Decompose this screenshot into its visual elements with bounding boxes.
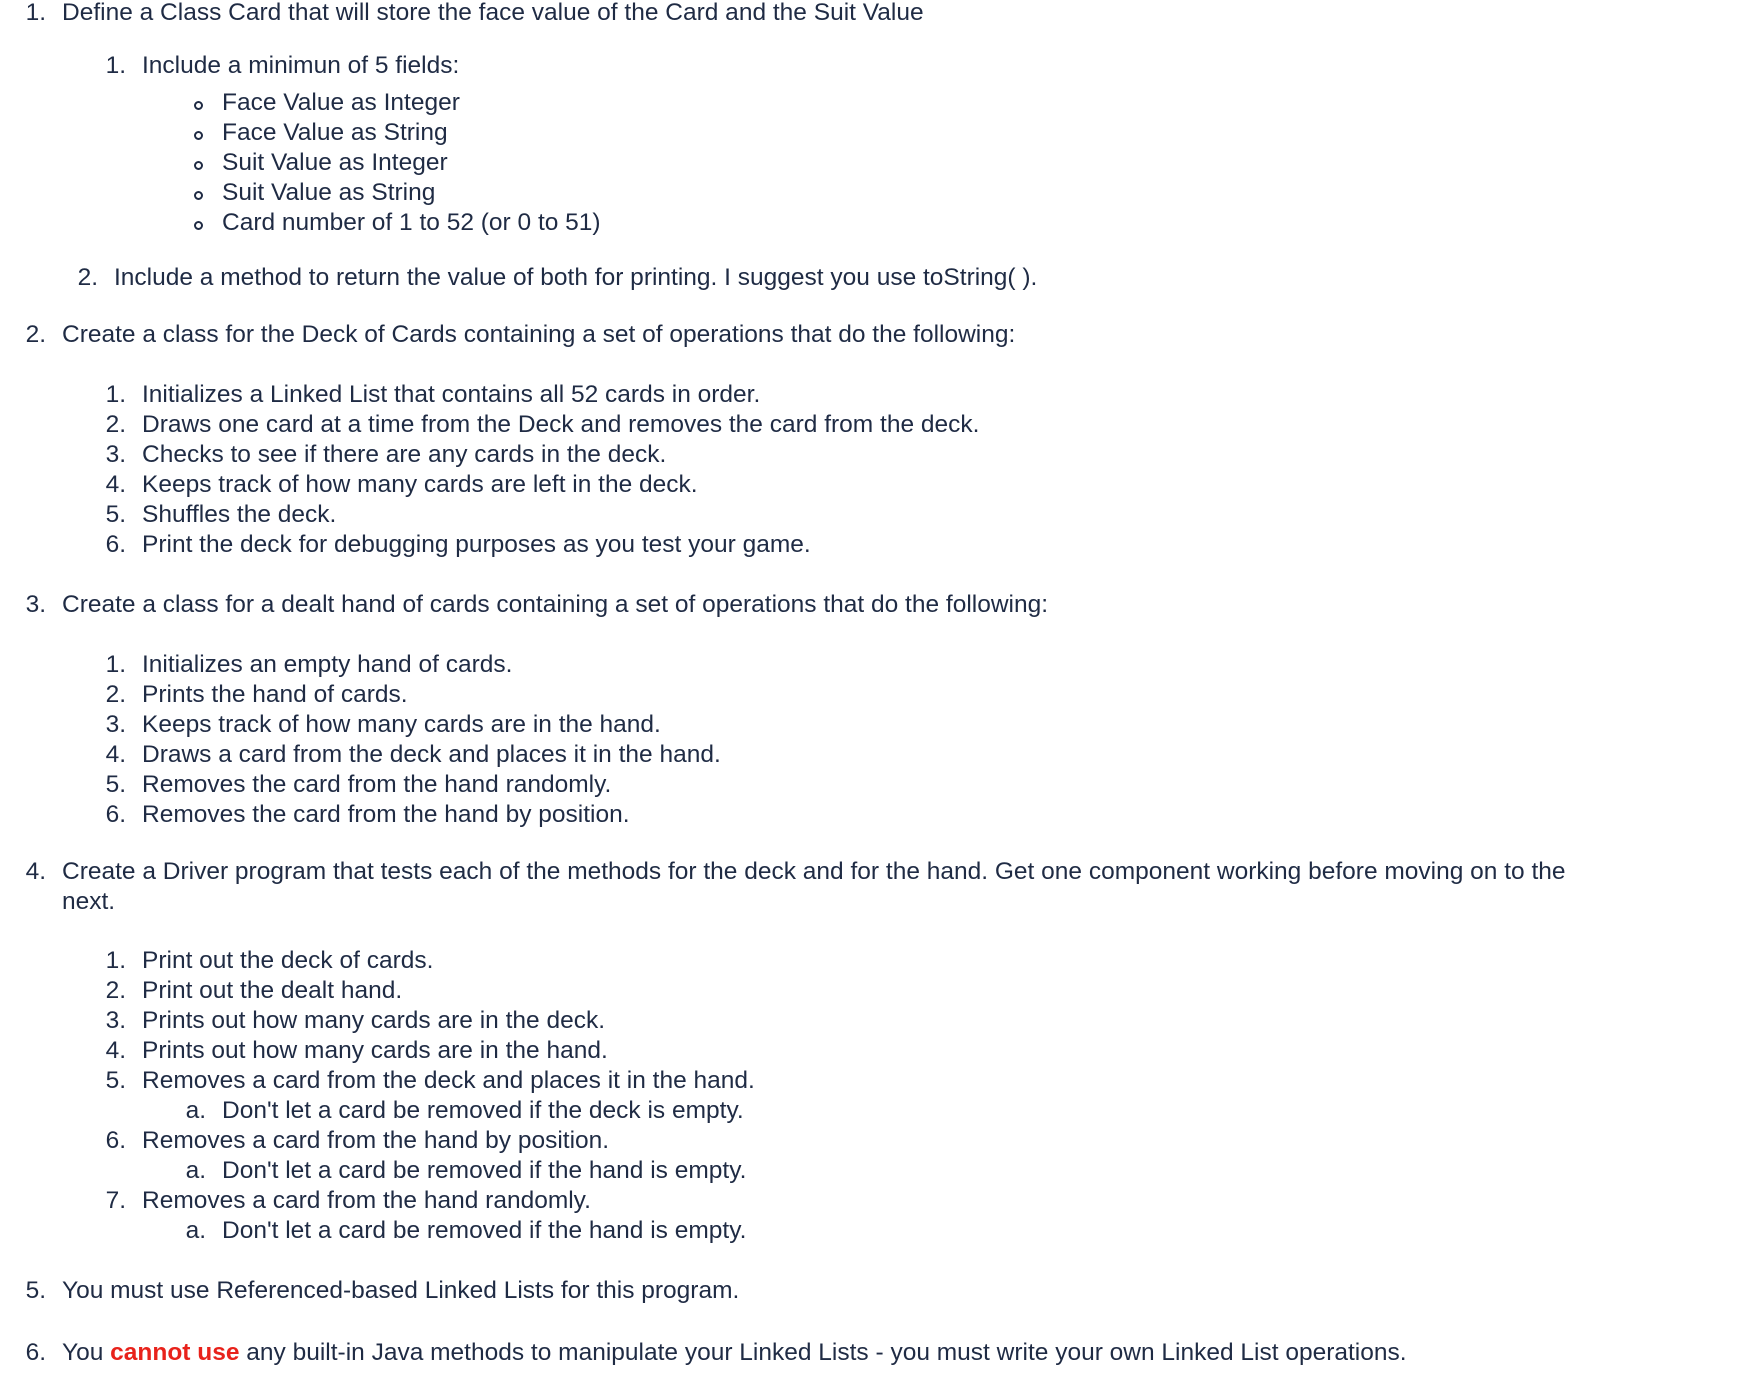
field-item: Suit Value as Integer xyxy=(222,149,448,176)
list-item: Print the deck for debugging purposes as you test your game. xyxy=(142,531,811,558)
list-item: Print out the dealt hand. xyxy=(142,977,403,1004)
list-item-number: 6. xyxy=(105,1127,126,1154)
item-2-text: Create a class for the Deck of Cards containing a set of operations that do the following: xyxy=(62,321,1016,348)
list-item: Checks to see if there are any cards in the deck. xyxy=(142,441,667,468)
item-6-text xyxy=(62,1338,1407,1368)
list-item-number: 1. xyxy=(105,381,126,408)
bullet-icon xyxy=(194,131,203,140)
emphasis-cannot-use: cannot use xyxy=(110,1339,240,1366)
field-item: Suit Value as String xyxy=(222,179,436,206)
item-5-text: You must use Referenced-based Linked Lists for this program. xyxy=(62,1277,740,1304)
list-item-number: 2. xyxy=(105,977,126,1004)
list-item-number: 4. xyxy=(105,741,126,768)
field-item: Face Value as Integer xyxy=(222,89,460,116)
sub-list-item-number: a. xyxy=(185,1097,206,1124)
item-6-text-before: You xyxy=(62,1339,111,1366)
list-item: Keeps track of how many cards are left in the deck. xyxy=(142,471,698,498)
list-item-number: 3. xyxy=(105,441,126,468)
item-1-text: Define a Class Card that will store the face value of the Card and the Suit Value xyxy=(62,0,924,26)
bullet-icon xyxy=(194,191,203,200)
list-item-number: 4. xyxy=(105,1037,126,1064)
list-item: Prints out how many cards are in the hand. xyxy=(142,1037,608,1064)
sub-list-item-number: a. xyxy=(185,1157,206,1184)
item-4-text-line-1: Create a Driver program that tests each of the methods for the deck and for the hand. Get one component working before moving on to the xyxy=(62,858,1566,885)
list-item: Removes a card from the hand by position. xyxy=(142,1127,610,1154)
list-item: Removes a card from the deck and places it in the hand. xyxy=(142,1067,755,1094)
sub-list-item-number: a. xyxy=(185,1217,206,1244)
field-item: Card number of 1 to 52 (or 0 to 51) xyxy=(222,209,601,236)
list-item-number: 6. xyxy=(105,801,126,828)
list-item: Prints out how many cards are in the deck. xyxy=(142,1007,605,1034)
item-4-number: 4. xyxy=(25,858,46,885)
item-1-sub-2-number: 2. xyxy=(77,264,98,291)
sub-list-item: Don't let a card be removed if the hand is empty. xyxy=(222,1217,747,1244)
list-item: Removes a card from the hand randomly. xyxy=(142,1187,591,1214)
list-item: Shuffles the deck. xyxy=(142,501,337,528)
list-item-number: 7. xyxy=(105,1187,126,1214)
item-3-text: Create a class for a dealt hand of cards containing a set of operations that do the following: xyxy=(62,591,1049,618)
bullet-icon xyxy=(194,101,203,110)
item-1-number: 1. xyxy=(25,0,46,26)
list-item-number: 5. xyxy=(105,1067,126,1094)
list-item-number: 3. xyxy=(105,711,126,738)
list-item: Draws a card from the deck and places it in the hand. xyxy=(142,741,721,768)
list-item-number: 1. xyxy=(105,651,126,678)
item-5-number: 5. xyxy=(25,1277,46,1304)
item-3-number: 3. xyxy=(25,591,46,618)
list-item: Print out the deck of cards. xyxy=(142,947,434,974)
list-item-number: 3. xyxy=(105,1007,126,1034)
list-item-number: 5. xyxy=(105,771,126,798)
list-item-number: 2. xyxy=(105,681,126,708)
list-item-number: 2. xyxy=(105,411,126,438)
list-item-number: 1. xyxy=(105,947,126,974)
list-item: Initializes a Linked List that contains all 52 cards in order. xyxy=(142,381,761,408)
list-item-number: 5. xyxy=(105,501,126,528)
list-item: Initializes an empty hand of cards. xyxy=(142,651,513,678)
list-item-number: 4. xyxy=(105,471,126,498)
item-4-text-line-2: next. xyxy=(62,888,116,915)
list-item: Removes the card from the hand by position. xyxy=(142,801,630,828)
item-1-sub-2-text: Include a method to return the value of both for printing. I suggest you use toString( ). xyxy=(114,264,1038,291)
list-item: Removes the card from the hand randomly. xyxy=(142,771,612,798)
item-6-number: 6. xyxy=(25,1339,46,1366)
item-1-sub-1-text: Include a minimun of 5 fields: xyxy=(142,52,460,79)
item-1-sub-1-number: 1. xyxy=(105,52,126,79)
field-item: Face Value as String xyxy=(222,119,448,146)
sub-list-item: Don't let a card be removed if the deck is empty. xyxy=(222,1097,744,1124)
bullet-icon xyxy=(194,161,203,170)
list-item: Prints the hand of cards. xyxy=(142,681,408,708)
list-item: Draws one card at a time from the Deck and removes the card from the deck. xyxy=(142,411,980,438)
sub-list-item: Don't let a card be removed if the hand is empty. xyxy=(222,1157,747,1184)
list-item: Keeps track of how many cards are in the hand. xyxy=(142,711,661,738)
list-item-number: 6. xyxy=(105,531,126,558)
item-2-number: 2. xyxy=(25,321,46,348)
bullet-icon xyxy=(194,221,203,230)
item-6-text-after: any built-in Java methods to manipulate your Linked Lists - you must write your own Linked List operations. xyxy=(239,1339,1407,1366)
